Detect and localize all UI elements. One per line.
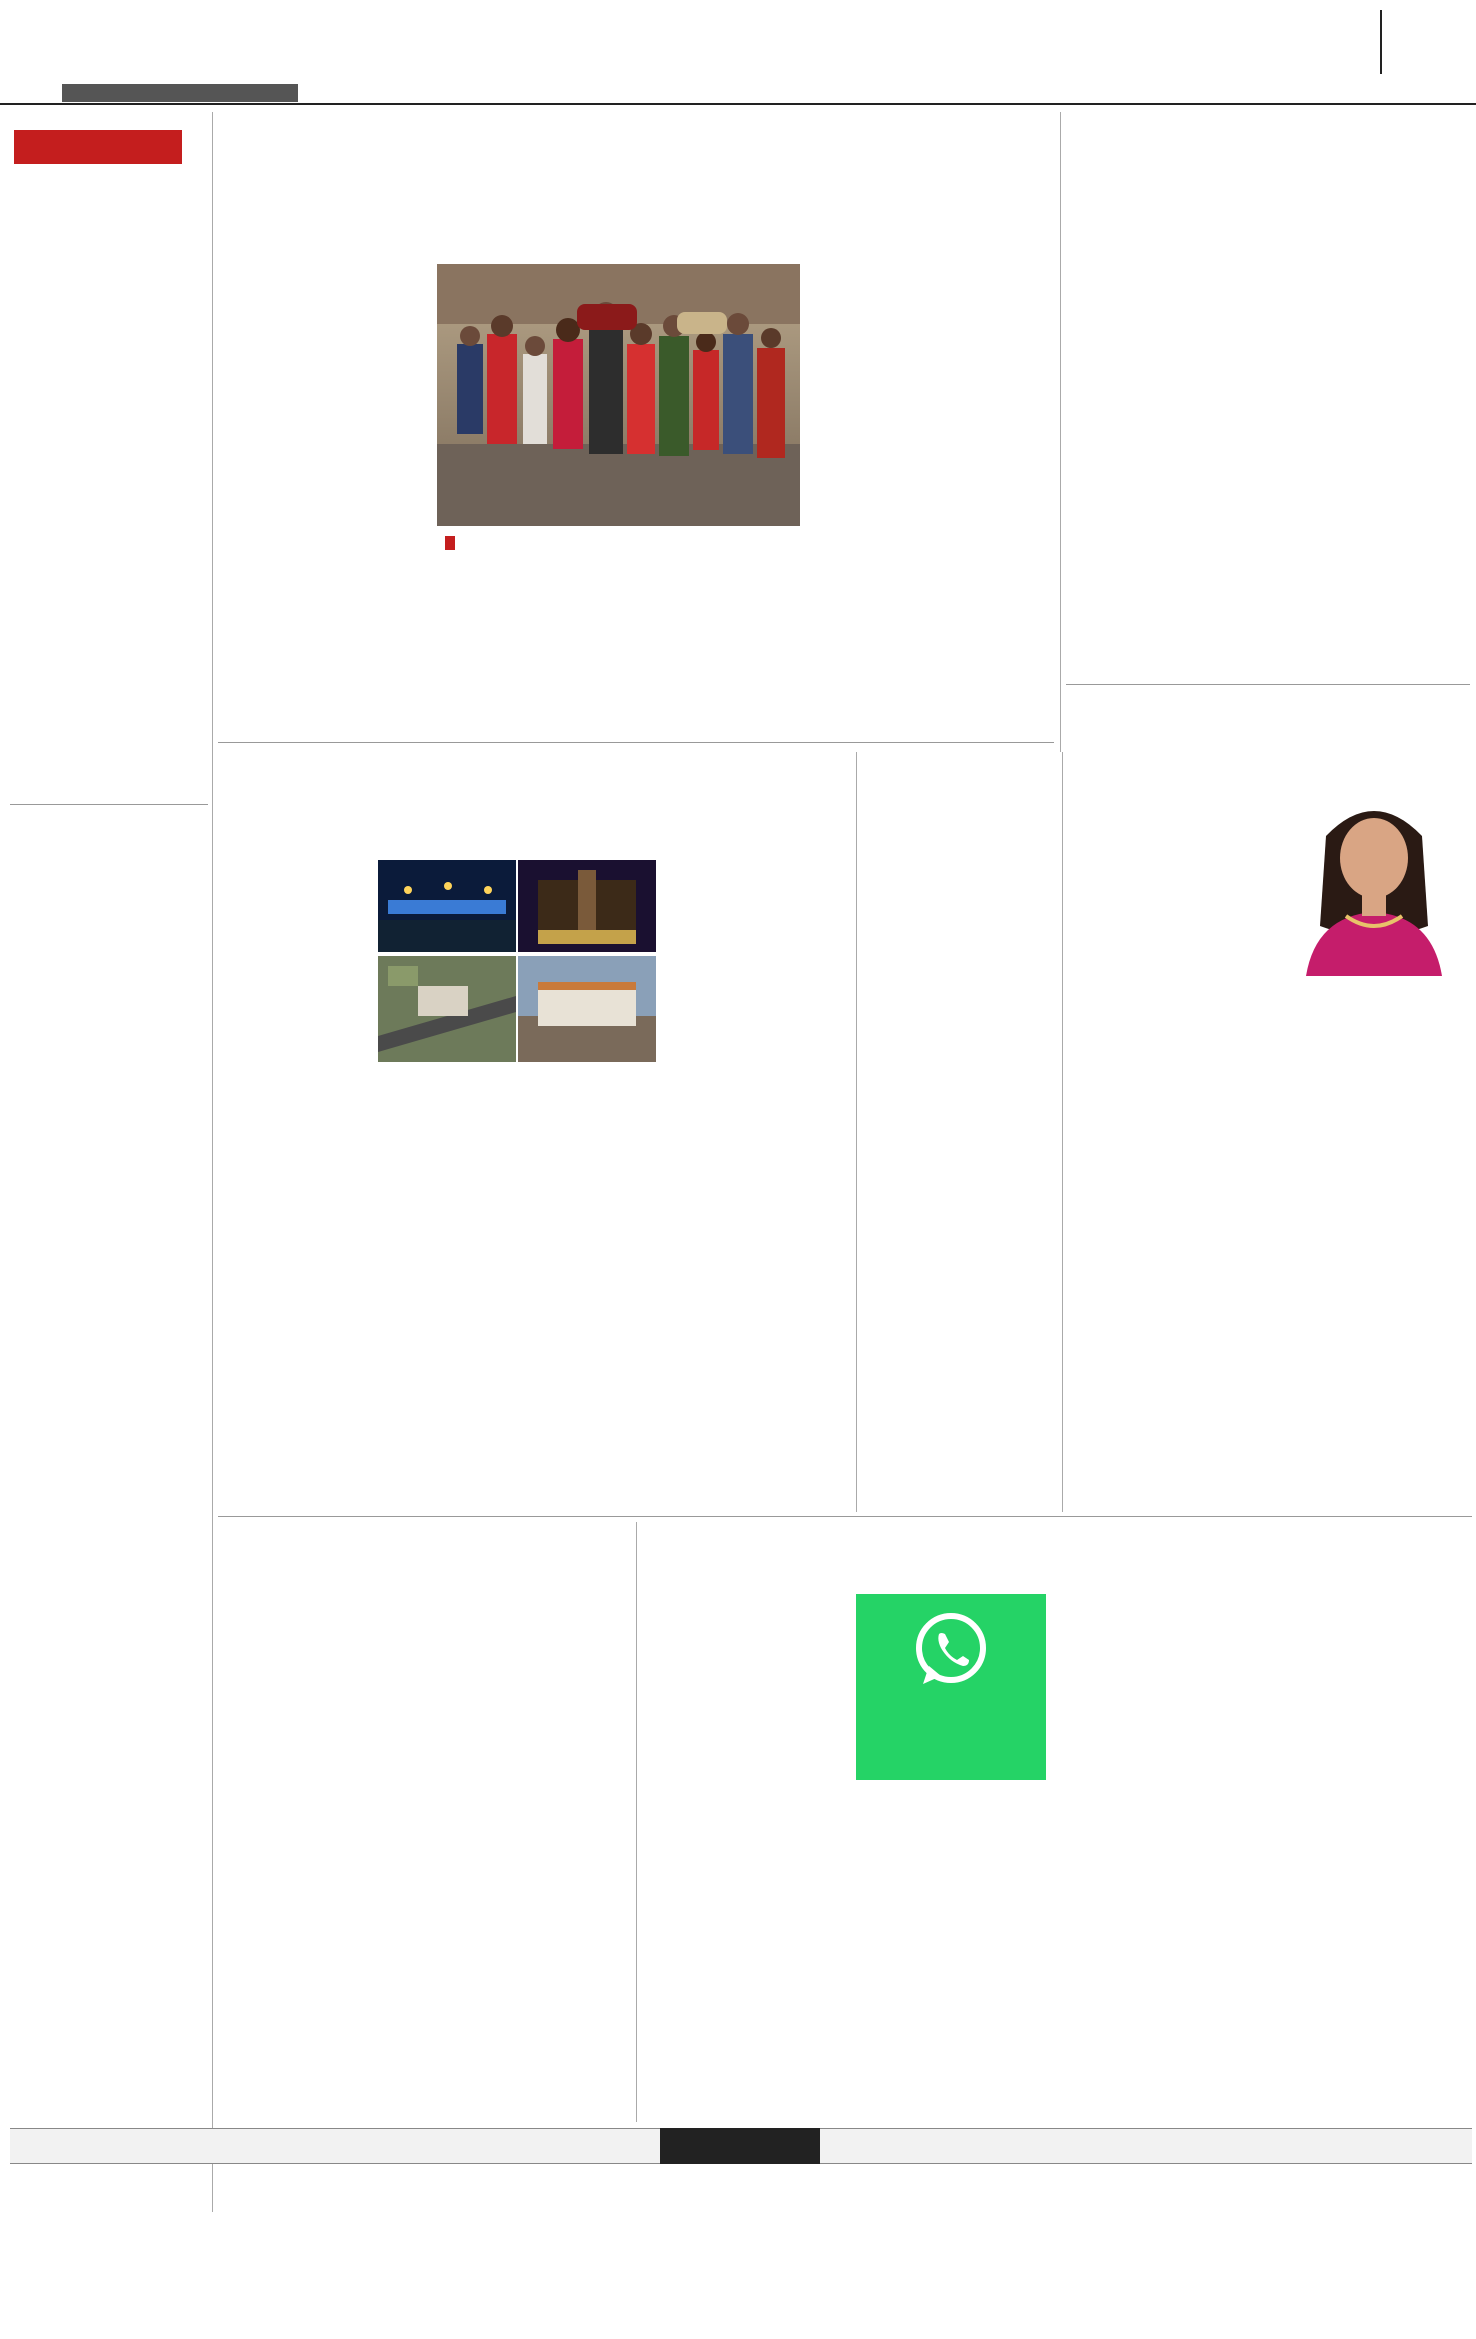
sports-band-label-bg — [660, 2128, 820, 2164]
lead-col-2 — [437, 562, 613, 732]
brief-label — [14, 130, 182, 164]
date-bar — [62, 84, 298, 102]
lead-photo-caption — [437, 528, 800, 558]
brief-body-1 — [14, 246, 208, 802]
station-building-image — [518, 956, 656, 1062]
statue-of-unity-image — [518, 860, 656, 952]
lead-right-divider — [1060, 112, 1061, 752]
masthead — [0, 0, 1476, 104]
statue-photo-4 — [518, 956, 656, 1062]
lead-photo — [437, 264, 800, 526]
gst-right-divider — [636, 1522, 637, 2122]
portrait-image — [1276, 776, 1472, 976]
lead-col-3 — [622, 562, 800, 732]
whatsapp-col-3 — [1064, 1594, 1272, 2120]
vedanta-col-2 — [1276, 256, 1472, 676]
logo — [58, 8, 248, 68]
jindal-col-2 — [1276, 982, 1472, 1514]
whatsapp-col-2 — [856, 1786, 1052, 2120]
statue-photo-3 — [378, 956, 516, 1062]
whatsapp-icon — [911, 1610, 991, 1690]
statue-col-2 — [664, 860, 850, 1500]
statue-right-divider — [856, 752, 857, 1512]
migrant-workers-image — [437, 264, 800, 526]
aerial-station-image — [378, 956, 516, 1062]
statue-photo-2 — [518, 860, 656, 952]
mid-page-rule — [218, 1516, 1472, 1517]
masthead-divider — [1380, 10, 1382, 74]
brief-divider — [10, 804, 208, 805]
left-column-divider — [212, 112, 213, 2212]
phone-bubble-icon — [911, 1610, 991, 1690]
station-night-image — [378, 860, 516, 952]
whatsapp-col-1 — [642, 1614, 840, 2120]
whatsapp-col-4 — [1280, 1594, 1472, 2120]
brief-body-2 — [14, 932, 208, 2160]
swap-body — [862, 866, 1056, 1500]
vedanta-bottom-rule — [1066, 684, 1470, 685]
lead-col-4 — [806, 258, 1054, 732]
lead-col-1 — [218, 272, 426, 732]
gst-col-2 — [430, 1594, 628, 2120]
statue-col-1 — [218, 880, 370, 1500]
caption-bullet-icon — [445, 536, 455, 550]
swap-right-divider — [1062, 752, 1063, 1512]
statue-photo-1 — [378, 860, 516, 952]
statue-caption-text — [378, 1066, 656, 1500]
vedanta-col-1 — [1066, 276, 1266, 676]
statue-top-rule — [218, 742, 1054, 743]
jindal-col-1 — [1066, 774, 1262, 1514]
gst-col-1 — [218, 1614, 420, 2120]
jindal-photo — [1276, 776, 1472, 976]
masthead-rule — [0, 103, 1476, 105]
